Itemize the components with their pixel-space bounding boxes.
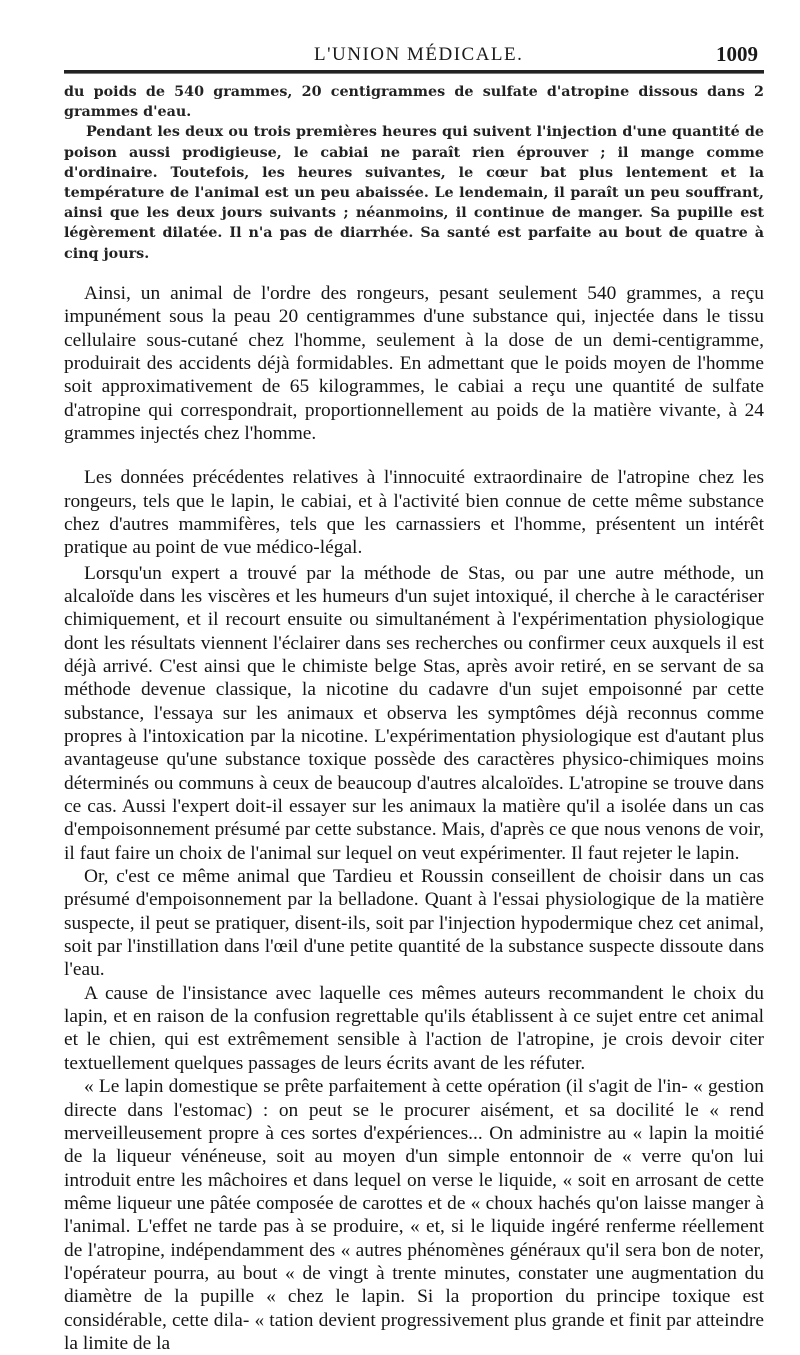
running-title: L'UNION MÉDICALE. <box>314 44 524 65</box>
running-head <box>64 38 764 70</box>
header-rule <box>64 70 764 74</box>
quotation: « Le lapin domestique se prête parfaitement à cette opération (il s'agit de l'in- « gestion directe dans l'estomac) : on peut se le procurer aisément, et sa docilité le « rend merveilleusement propre à ces sortes d'expériences... On administre au « lapin la moitié de la liqueur vénéneuse, soit au moyen d'un simple entonnoir de « verre qu'on lui introduit entre les mâchoires et dans lequel on verse le liquide, « soit en arrosant de cette même liqueur une pâtée composée de carottes et de « choux hachés qu'on laisse manger à l'animal. L'effet ne tarde pas à se produire, « et, si le liquide ingéré renferme réellement de l'atropine, indépendamment des « autres phénomènes généraux qu'il sera bon de noter, l'opérateur pourra, au bout « de vingt à trente minutes, constater une augmentation du diamètre de la pupille « chez le lapin. Si la proportion du principe toxique est considérable, cette dila- « tation devient progressivement plus grande et finit par atteindre la limite de la <box>64 1076 764 1354</box>
body-paragraph: Or, c'est ce même animal que Tardieu et Roussin conseillent de choisir dans un cas présumé d'empoisonnement par la belladone. Quant à l'essai physiologique de la matière suspecte, il peut se pratiquer, disent-ils, soit par l'injection hypodermique chez cet animal, soit par l'instillation dans l'œil d'une petite quantité de la substance suspecte dissoute dans l'eau. <box>64 866 764 981</box>
small-paragraph: Pendant les deux ou trois premières heures qui suivent l'injection d'une quantité de poison aussi prodigieuse, le cabiai ne paraît rien éprouver ; il mange comme d'ordinaire. Toutefois, les heures suivantes, le cœur bat plus lentement et la température de l'animal est un peu abaissée. Le lendemain, il paraît un peu souffrant, ainsi que les deux jours suivants ; néanmoins, il continue de manger. Sa pupille est légèrement dilatée. Il n'a pas de diarrhée. Sa santé est parfaite au bout de quatre à cinq jours. <box>64 124 764 262</box>
small-print-section <box>64 82 764 264</box>
body-paragraph: A cause de l'insistance avec laquelle ces mêmes auteurs recommandent le choix du lapin, et en raison de la confusion regrettable qu'ils établissent à ce sujet entre cet animal et le chien, qui est extrêmement sensible à l'action de l'atropine, je crois devoir citer textuellement quelques passages de leurs écrits avant de les réfuter. <box>64 982 764 1074</box>
body-paragraph: Ainsi, un animal de l'ordre des rongeurs, pesant seulement 540 grammes, a reçu impunément sous la peau 20 centigrammes d'une substance qui, injectée dans le tissu cellulaire sous-cutané chez l'homme, seulement à la dose de un demi-centigramme, produirait des accidents déjà formidables. En admettant que le poids moyen de l'homme soit approximativement de 65 kilogrammes, le cabiai a reçu une quantité de sulfate d'atropine qui correspondrait, proportionnellement au poids de la matière vivante, à 24 grammes injectés chez l'homme. <box>64 282 764 444</box>
main-text <box>64 282 764 1355</box>
small-paragraph: du poids de 540 grammes, 20 centigrammes de sulfate d'atropine dissous dans 2 grammes d'eau. <box>64 84 764 121</box>
body-paragraph: Lorsqu'un expert a trouvé par la méthode de Stas, ou par une autre méthode, un alcaloïde dans les viscères et les humeurs d'un sujet intoxiqué, il cherche à le caractériser chimiquement, et il recourt ensuite ou simultanément à l'expérimentation physiologique dont les résultats viennent l'éclairer dans ses recherches ou confirmer ceux auxquels il est déjà arrivé. C'est ainsi que le chimiste belge Stas, après avoir retiré, en se servant de sa méthode devenue classique, la nicotine du cadavre d'un sujet empoisonné par cette substance, l'essaya sur les animaux et observa les symptômes déjà reconnus comme propres à l'intoxication par la nicotine. L'expérimentation physiologique est d'autant plus avantageuse qu'une substance toxique possède des caractères physico-chimiques moins déterminés ou communs à ceux de beaucoup d'autres alcaloïdes. L'atropine se trouve dans ce cas. Aussi l'expert doit-il essayer sur les animaux la matière qu'il a isolée dans un cas d'empoisonnement présumé par cette substance. Mais, d'après ce que nous venons de voir, il faut faire un choix de l'animal sur lequel on veut expérimenter. Il faut rejeter le lapin. <box>64 562 764 864</box>
page-number: 1009 <box>716 42 758 66</box>
body-paragraph: Les données précédentes relatives à l'innocuité extraordinaire de l'atropine chez les rongeurs, tels que le lapin, le cabiai, et à l'activité bien connue de cette même substance chez d'autres mammifères, tels que les carnassiers et l'homme, présentent un intérêt pratique au point de vue médico-légal. <box>64 467 764 559</box>
